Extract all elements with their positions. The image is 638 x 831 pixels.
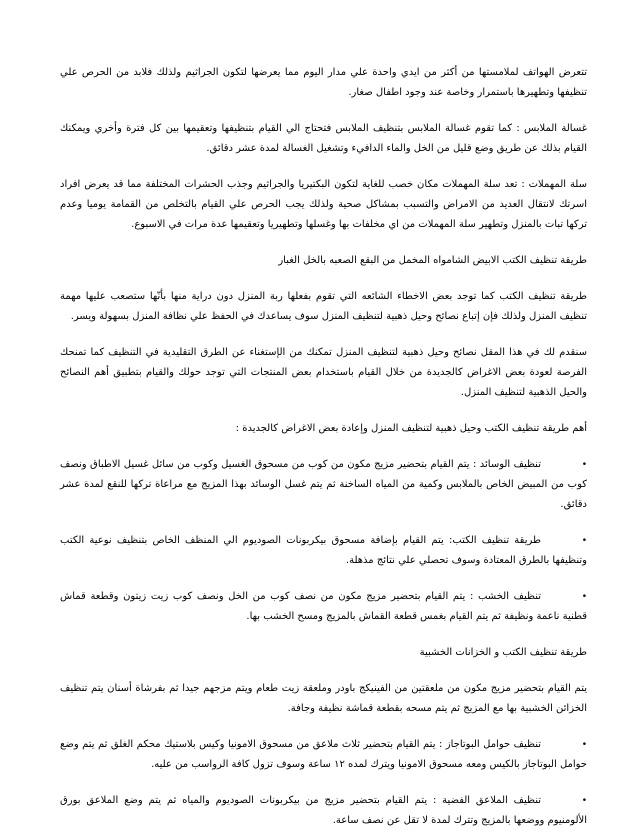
paragraph-trash-bin: سلة المهملات : تعد سلة المهملات مكان خصب للغاية لتكون البكتيريا والجراثيم وجذب الحشرات المختلفة مما قد يعرض افراد اسرتك لانتقال العديد من الامراض والتسبب بمشاكل صحية ولذلك يجب الحرص علي القيام بالتخلص من القمامة يوميا وعدم تركها تبات بالمنزل وتطهير سلة المهملات من اي مخلفات بها وغسلها وتطهيريا وتعقيمها عدة مرات في الاسبوع. [60, 179, 587, 230]
bullet-text: تنظيف حوامل البوتاجاز : يتم القيام بتحضير ثلاث ملاعق من مسحوق الامونيا وكيس بلاستيك محكم الغلق ثم يتم وضع حوامل البوتاجاز بالكيس ومعه مسحوق الامونيا ويترك لمده ١٢ ساعة وسوف تزول كافة الرواسب من عليه. [60, 739, 587, 770]
paragraph-phones: تتعرض الهواتف لملامستها من أكثر من ايدي واحدة علي مدار اليوم مما يعرضها لتكون الجراثيم ولذلك فلابد من الحرص علي تنظيفها وتطهيرها باستمرار وخاصة عند وجود اطفال صغار. [60, 67, 587, 98]
bullet-silver-spoons [60, 791, 587, 831]
bullet-marker: • [581, 740, 587, 750]
paragraph-tips-intro: سنقدم لك في هذا المقل نصائح وحيل ذهبية لتنظيف المنزل تمكنك من الإستغناء عن الطرق التقليدية في التنظيف كما تمنحك الفرصة لعودة بعض الاغراض كالجديدة من خلال القيام باستخدام بعض المنتجات التي توجد حولك والقيام بتطبيق أهم النصائح والحيل الذهبية لتنظيف المنزل. [60, 347, 587, 398]
bullet-text: تنظيف الوسائد : يتم القيام بتحضير مزيج مكون من كوب من مسحوق الغسيل وكوب من سائل غسيل الاطباق ونصف كوب من المبيض الخاص بالملابس وكمية من المياه الساخنة ثم يتم غسل الوسائد بهذا المزيج مع مراعاة تركها للنقع لمدة عشر دقائق. [60, 459, 587, 510]
bullet-wood [60, 587, 587, 627]
paragraph-common-mistakes: طريقة تنظيف الكتب كما توجد بعض الاخطاء الشائعه التي تقوم بفعلها ربة المنزل دون دراية منها بأنّها ستصعب عليها مهمة تنظيف المنزل ولذلك فإن إتباع نصائح وحيل ذهبية لتنظيف المنزل سوف يساعدك في الحفظ علي نظافة المنزل بسهولة ويسر. [60, 291, 587, 322]
bullet-text: تنظيف الخشب : يتم القيام بتحضير مزيج مكون من نصف كوب من الخل ونصف كوب زيت زيتون وقطعة قماش قطنية ناعمة ونظيفة ثم يتم القيام بغمس قطعة القماش بالمزيج ومسح الخشب بها. [60, 591, 587, 622]
bullet-marker: • [581, 796, 587, 806]
heading-cleaning-books: طريقة تنظيف الكتب الابيض الشامواه المخمل من البقع الصعبه بالخل الغبار [278, 255, 587, 266]
paragraph-cabinets: يتم القيام بتحضير مزيج مكون من ملعقتين من الفينيكج باودر وملعقة زيت طعام ويتم مزجهم جيدا ثم بفرشاة أسنان يتم تنظيف الخزائن الخشبية بها مع المزيج ثم يتم مسحه بقطعة قماشة نظيفة وجافة. [60, 683, 587, 714]
heading-wooden-cabinets: طريقة تنظيف الكتب و الخزانات الخشبية [419, 647, 587, 658]
bullet-books [60, 531, 587, 571]
bullet-text: طريقة تنظيف الكتب: يتم القيام بإضافة مسحوق بيكربونات الصوديوم الي المنظف الخاص بتنظيف نوعية الكتب وتنظيفها بالطرق المعتادة وسوف تحصلي علي نتائج مذهلة. [60, 535, 587, 566]
bullet-stove-grates [60, 735, 587, 775]
bullet-pillows [60, 455, 587, 515]
bullet-marker: • [581, 536, 587, 546]
bullet-text: تنظيف الملاعق الفضية : يتم القيام بتحضير مزيج من بيكربونات الصوديوم والمياه ثم يتم وضع الملاعق بورق الألومنيوم ووضعها بالمزيج وتترك لمدة لا تقل عن نصف ساعة. [60, 795, 587, 826]
heading-golden-tips: أهم طريقة تنظيف الكتب وحيل ذهبية لتنظيف المنزل وإعادة بعض الاغراض كالجديدة : [235, 423, 587, 434]
bullet-marker: • [581, 592, 587, 602]
paragraph-washing-machine: غسالة الملابس : كما تقوم غسالة الملابس بتنظيف الملابس فتحتاج الي القيام بتنظيفها وتعقيمها بين كل فترة وأخري ويمكنك القيام بذلك عن طريق وضع قليل من الخل والماء الدافيء وتشغيل الغسالة لمدة عشر دقائق. [60, 123, 587, 154]
bullet-marker: • [581, 460, 587, 470]
